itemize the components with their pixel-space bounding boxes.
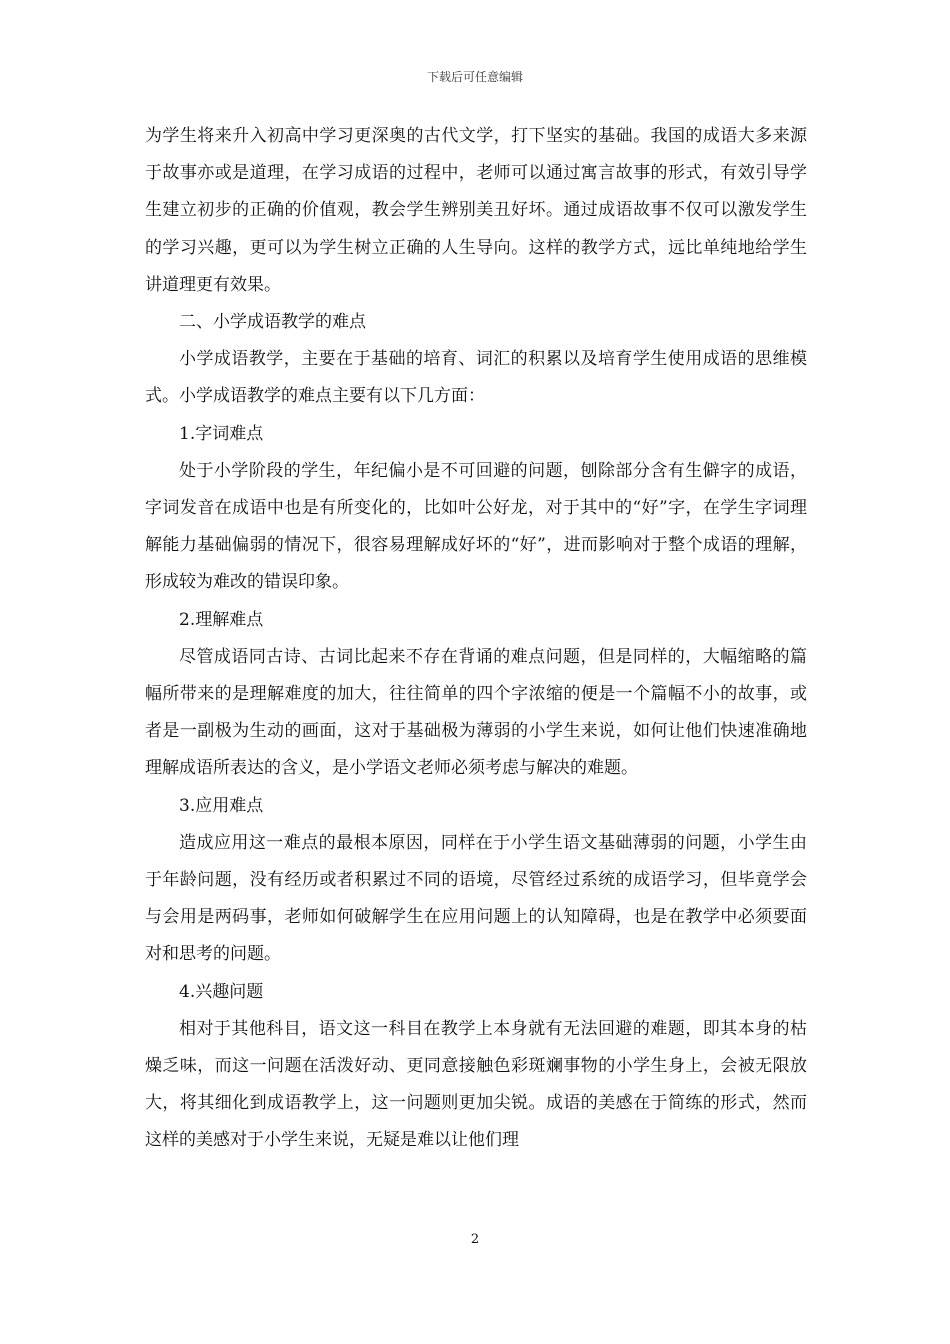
paragraph-comprehension-difficulty: 尽管成语同古诗、古词比起来不存在背诵的难点问题，但是同样的，大幅缩略的篇幅所带来的是理解难度的加大，往往简单的四个字浓缩的便是一个篇幅不小的故事，或者是一副极为生动的画面，这对于基础极为薄弱的小学生来说，如何让他们快速准确地理解成语所表达的含义，是小学语文老师必须考虑与解决的难题。	[145, 646, 807, 779]
paragraph-application-difficulty: 造成应用这一难点的最根本原因，同样在于小学生语文基础薄弱的问题，小学生由于年龄问题，没有经历或者积累过不同的语境，尽管经过系统的成语学习，但毕竟学会与会用是两码事，老师如何破解学生在应用问题上的认知障碍，也是在教学中必须要面对和思考的问题。	[145, 832, 807, 965]
subheading-application-difficulty: 3.应用难点	[179, 795, 264, 816]
paragraph-continuation: 为学生将来升入初高中学习更深奥的古代文学，打下坚实的基础。我国的成语大多来源于故事亦或是道理，在学习成语的过程中，老师可以通过寓言故事的形式，有效引导学生建立初步的正确的价值观，教会学生辨别美丑好坏。通过成语故事不仅可以激发学生的学习兴趣，更可以为学生树立正确的人生导向。这样的教学方式，远比单纯地给学生讲道理更有效果。	[145, 126, 807, 295]
page-header: 下载后可任意编辑	[426, 70, 523, 84]
paragraph-word-difficulty: 处于小学阶段的学生，年纪偏小是不可回避的问题，刨除部分含有生僻字的成语，字词发音在成语中也是有所变化的，比如叶公好龙，对于其中的“好”字，在学生字词理解能力基础偏弱的情况下，很容易理解成好坏的“好”，进而影响对于整个成语的理解，形成较为难改的错误印象。	[145, 460, 807, 593]
subheading-word-difficulty: 1.字词难点	[179, 423, 264, 444]
paragraph-intro: 小学成语教学，主要在于基础的培育、词汇的积累以及培育学生使用成语的思维模式。小学成语教学的难点主要有以下几方面：	[145, 349, 807, 407]
subheading-interest-problem: 4.兴趣问题	[179, 981, 264, 1002]
document-body	[145, 118, 807, 1160]
page-number: 2	[470, 1232, 480, 1247]
paragraph-interest-problem: 相对于其他科目，语文这一科目在教学上本身就有无法回避的难题，即其本身的枯燥乏味，而这一问题在活泼好动、更同意接触色彩斑斓事物的小学生身上，会被无限放大，将其细化到成语教学上，这一问题则更加尖锐。成语的美感在于简练的形式，然而这样的美感对于小学生来说，无疑是难以让他们理	[145, 1018, 807, 1151]
subheading-comprehension-difficulty: 2.理解难点	[179, 609, 264, 630]
section-heading-difficulties: 二、小学成语教学的难点	[179, 312, 366, 333]
